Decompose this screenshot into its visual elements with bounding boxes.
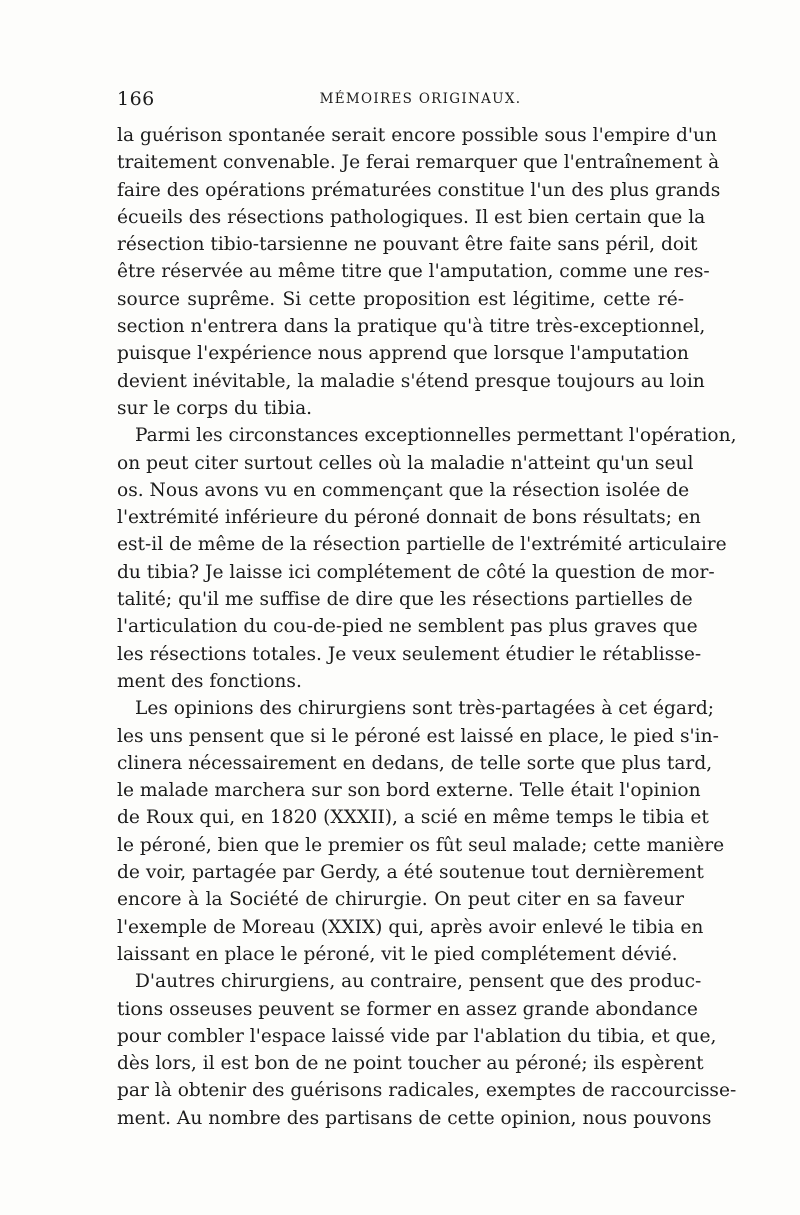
text-line: encore à la Société de chirurgie. On peut citer en sa faveur: [117, 889, 684, 911]
text-line: les uns pensent que si le péroné est laissé en place, le pied s'in-: [117, 725, 719, 747]
text-line: section n'entrera dans la pratique qu'à titre très-exceptionnel,: [117, 316, 706, 338]
text-line: clinera nécessairement en dedans, de telle sorte que plus tard,: [117, 752, 713, 774]
text-line: résection tibio-tarsienne ne pouvant être faite sans péril, doit: [117, 234, 698, 256]
text-line: os. Nous avons vu en commençant que la résection isolée de: [117, 479, 690, 501]
text-line: source suprême. Si cette proposition est légitime, cette ré-: [117, 288, 684, 310]
paragraph-end-line: laissant en place le péroné, vit le pied complétement dévié.: [117, 943, 678, 965]
paragraph-start-line: D'autres chirurgiens, au contraire, pensent que des produc-: [135, 971, 702, 993]
text-line: pour combler l'espace laissé vide par l'ablation du tibia, et que,: [117, 1025, 717, 1047]
text-line: talité; qu'il me suffise de dire que les résections partielles de: [117, 589, 693, 611]
text-line: la guérison spontanée serait encore possible sous l'empire d'un: [117, 125, 717, 146]
paragraph-start-line: Parmi les circonstances exceptionnelles permettant l'opération,: [135, 425, 737, 447]
text-line: le péroné, bien que le premier os fût seul malade; cette manière: [117, 834, 725, 856]
text-line: on peut citer surtout celles où la maladie n'atteint qu'un seul: [117, 452, 694, 474]
text-line: être réservée au même titre que l'amputation, comme une res-: [117, 261, 710, 283]
text-line: tions osseuses peuvent se former en assez grande abondance: [117, 998, 698, 1020]
text-line: par là obtenir des guérisons radicales, exemptes de raccourcisse-: [117, 1080, 737, 1102]
text-line: traitement convenable. Je ferai remarquer que l'entraînement à: [117, 152, 720, 174]
text-line: écueils des résections pathologiques. Il est bien certain que la: [117, 206, 706, 228]
text-line: le malade marchera sur son bord externe. Telle était l'opinion: [117, 780, 701, 802]
paragraph-start-line: Les opinions des chirurgiens sont très-partagées à cet égard;: [135, 698, 715, 720]
text-line: l'extrémité inférieure du péroné donnait de bons résultats; en: [117, 507, 701, 529]
text-line: de voir, partagée par Gerdy, a été soutenue tout dernièrement: [117, 862, 704, 884]
text-line: les résections totales. Je veux seulement étudier le rétablisse-: [117, 643, 702, 665]
text-line: du tibia? Je laisse ici complétement de côté la question de mor-: [117, 561, 715, 583]
text-line: l'articulation du cou-de-pied ne semblent pas plus graves que: [117, 616, 698, 638]
text-line: est-il de même de la résection partielle de l'extrémité articulaire: [117, 534, 727, 556]
page-header: [117, 88, 684, 116]
text-line: puisque l'expérience nous apprend que lorsque l'amputation: [117, 343, 689, 365]
paragraph-end-line: sur le corps du tibia.: [117, 397, 313, 419]
text-line: de Roux qui, en 1820 (XXXII), a scié en même temps le tibia et: [117, 807, 709, 829]
text-line: devient inévitable, la maladie s'étend presque toujours au loin: [117, 370, 705, 392]
page-number: 166: [117, 88, 155, 110]
body-text: [117, 122, 737, 1132]
text-line: ment. Au nombre des partisans de cette opinion, nous pouvons: [117, 1107, 712, 1129]
paragraph-end-line: ment des fonctions.: [117, 670, 302, 692]
running-title: MÉMOIRES ORIGINAUX.: [319, 91, 522, 107]
text-line: dès lors, il est bon de ne point toucher au péroné; ils espèrent: [117, 1053, 704, 1075]
text-line: faire des opérations prématurées constitue l'un des plus grands: [117, 179, 721, 201]
text-line: l'exemple de Moreau (XXIX) qui, après avoir enlevé le tibia en: [117, 916, 704, 938]
